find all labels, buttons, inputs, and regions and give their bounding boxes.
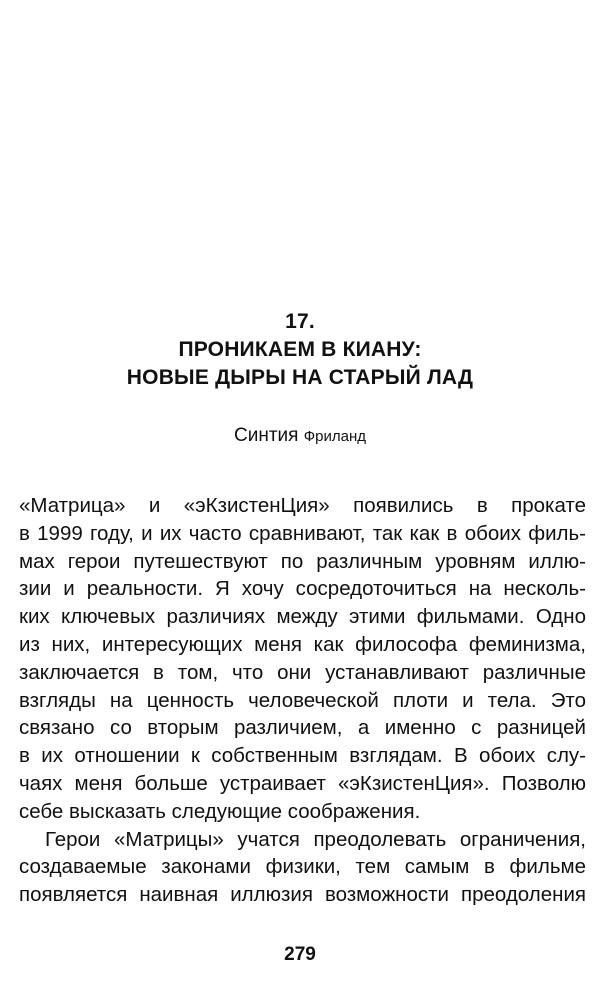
text-line: Герои «Матрицы» учатся преодолевать ограничения, (45, 827, 586, 851)
text-line: из них, интересующих меня как философа феминизма, (19, 632, 586, 656)
chapter-number: 17. (285, 310, 315, 333)
author-last-name: Фриланд (303, 428, 366, 445)
page-number: 279 (284, 944, 316, 965)
chapter-heading (0, 308, 600, 392)
text-line: чаях меня больше устраивает «эКзистенЦия». Позволю (19, 771, 586, 795)
text-line: заключается в том, что они устанавливают различные (19, 660, 586, 684)
author-name (0, 424, 600, 449)
paragraph-1 (19, 492, 586, 826)
text-line: «Матрица» и «эКзистенЦия» появились в прокате (19, 494, 586, 517)
text-line: появляется наивная иллюзия возможности преодоления (19, 883, 586, 907)
text-line: связано со вторым различием, а именно с разницей (19, 716, 586, 740)
chapter-title-line-2: НОВЫЕ ДЫРЫ НА СТАРЫЙ ЛАД (126, 366, 474, 389)
text-line: мах герои путешествуют по различным уровням иллю- (19, 549, 586, 573)
text-line: ких ключевых различиях между этими фильмами. Одно (19, 605, 586, 629)
text-line: взгляды на ценность человеческой плоти и тела. Это (19, 688, 586, 712)
text-line: зии и реальности. Я хочу сосредоточиться на несколь- (19, 577, 586, 601)
author-first-name: Синтия (234, 425, 299, 446)
text-line: в 1999 году, и их часто сравнивают, так как в обоих филь- (19, 521, 586, 545)
chapter-title-line-1: ПРОНИКАЕМ В КИАНУ: (178, 338, 422, 361)
text-line: в их отношении к собственным взглядам. В обоих слу- (19, 744, 586, 768)
paragraph-2 (19, 826, 586, 909)
text-line: создаваемые законами физики, тем самым в фильме (19, 855, 586, 879)
body-text (19, 492, 586, 909)
text-line: себе высказать следующие соображения. (19, 799, 421, 823)
